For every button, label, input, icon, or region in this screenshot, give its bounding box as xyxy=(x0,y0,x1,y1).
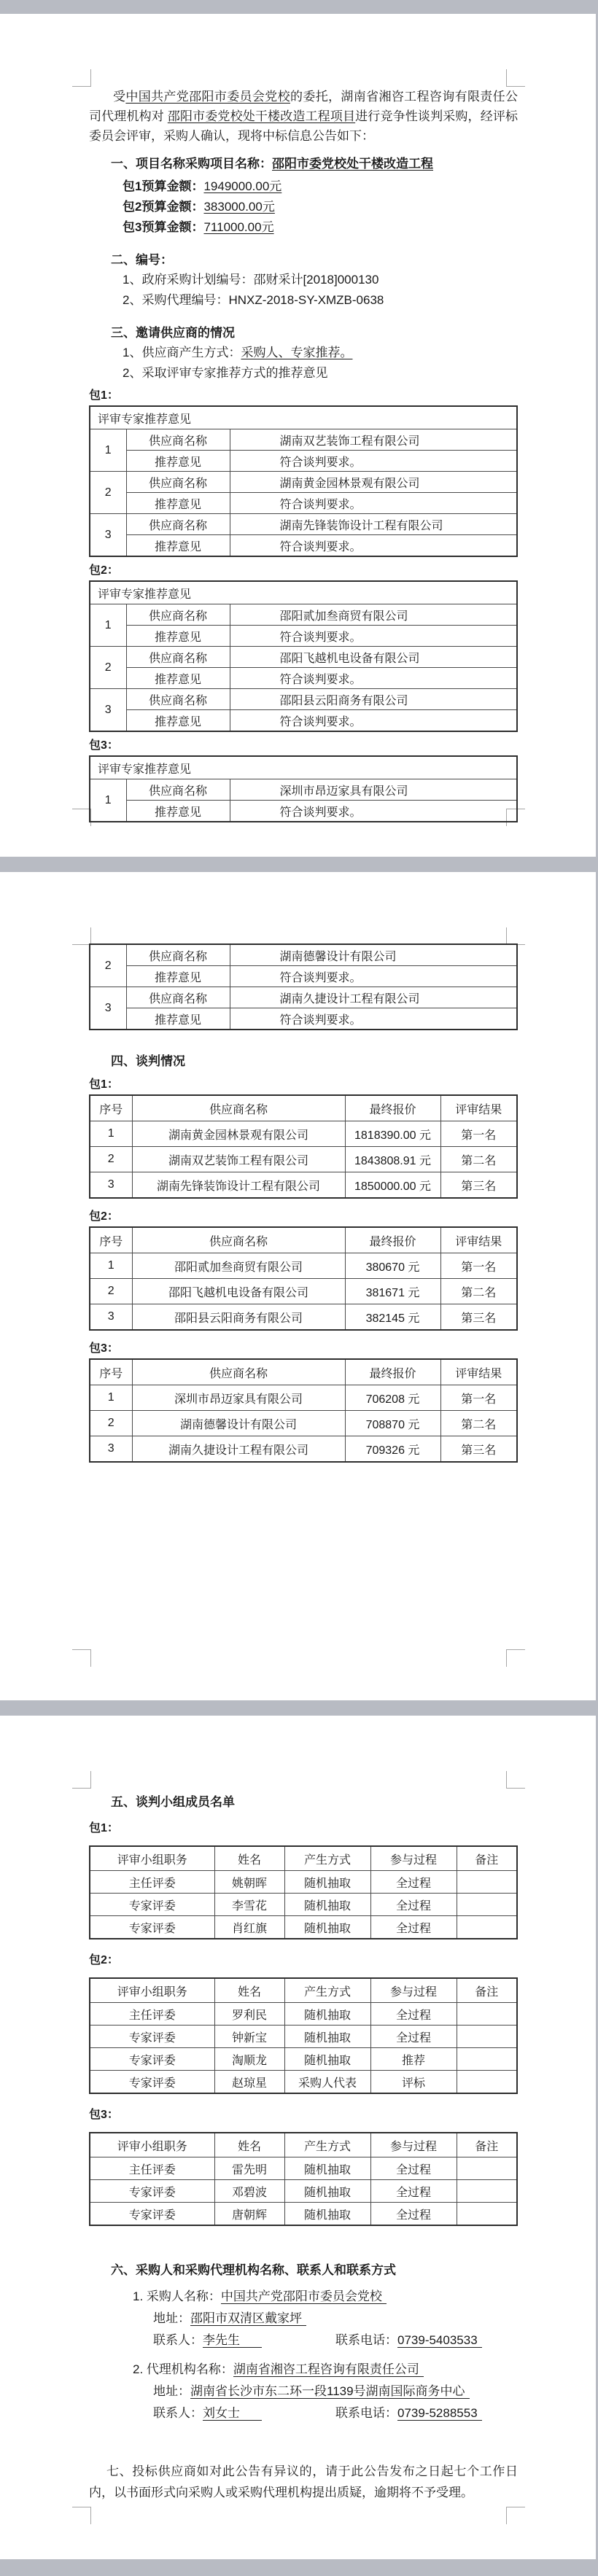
budget-value: 711000.00元 xyxy=(203,220,274,234)
selection-method: 随机抽取 xyxy=(284,1916,370,1939)
budget-line-1 xyxy=(123,176,518,197)
negotiation-table-pkg2 xyxy=(89,1226,518,1331)
panel-member-table-pkg3 xyxy=(89,2132,518,2226)
budget-label: 包3预算金额： xyxy=(123,220,204,234)
row-number: 3 xyxy=(90,514,126,557)
supplier-name: 湖南双艺装饰工程有限公司 xyxy=(230,429,517,451)
agent-name-line xyxy=(133,2359,518,2381)
opinion-value: 符合谈判要求。 xyxy=(230,801,517,822)
page-1 xyxy=(0,14,596,857)
supplier-name: 湖南先锋装饰设计工程有限公司 xyxy=(230,514,517,535)
table-header-row xyxy=(90,1227,517,1253)
section-3-heading: 三、邀请供应商的情况 xyxy=(111,326,235,340)
column-header: 参与过程 xyxy=(370,2133,457,2157)
section-6-heading: 六、采购人和采购代理机构名称、联系人和联系方式 xyxy=(111,2263,396,2277)
member-name: 雷先明 xyxy=(214,2157,284,2180)
field-label: 供应商名称 xyxy=(126,472,230,493)
expert-recommendation-table-pkg2 xyxy=(89,580,518,732)
table-row xyxy=(90,689,517,710)
review-result: 第一名 xyxy=(440,1385,517,1411)
table-row xyxy=(90,1894,517,1916)
buyer-address-line xyxy=(153,2308,518,2330)
participation: 推荐 xyxy=(370,2048,457,2071)
margin-crop-mark xyxy=(506,1649,525,1667)
contact-label: 联系人： xyxy=(153,2333,203,2347)
member-name: 李雪花 xyxy=(214,1894,284,1916)
table-row xyxy=(90,514,517,535)
field-label: 推荐意见 xyxy=(126,626,230,647)
selection-method: 随机抽取 xyxy=(284,2003,370,2026)
table-row xyxy=(90,451,517,472)
intro-paragraph xyxy=(89,87,518,146)
negotiation-table-pkg3 xyxy=(89,1358,518,1463)
field-label: 供应商名称 xyxy=(126,604,230,626)
column-header: 评审结果 xyxy=(440,1227,517,1253)
table-row xyxy=(90,1436,517,1463)
buyer-phone-value: 0739-5403533 xyxy=(397,2333,482,2348)
supplier-name: 湖南久捷设计工程有限公司 xyxy=(132,1436,345,1463)
table-row xyxy=(90,1304,517,1331)
member-role: 主任评委 xyxy=(90,1871,214,1894)
column-header: 供应商名称 xyxy=(132,1095,345,1121)
table-row xyxy=(90,779,517,801)
row-number: 3 xyxy=(90,1436,132,1463)
supplier-name: 湖南双艺装饰工程有限公司 xyxy=(132,1147,345,1172)
panel-member-table-pkg2 xyxy=(89,1977,518,2094)
address-label: 地址： xyxy=(153,2384,190,2398)
column-header: 产生方式 xyxy=(284,1846,370,1871)
supplier-name: 邵阳县云阳商务有限公司 xyxy=(230,689,517,710)
member-role: 主任评委 xyxy=(90,2003,214,2026)
participation: 全过程 xyxy=(370,1871,457,1894)
section-5-heading: 五、谈判小组成员名单 xyxy=(111,1795,235,1809)
column-header: 姓名 xyxy=(214,1978,284,2003)
column-header: 评审结果 xyxy=(440,1359,517,1385)
table-header-row xyxy=(90,1095,517,1121)
column-header: 最终报价 xyxy=(345,1227,440,1253)
budget-value: 383000.00元 xyxy=(203,200,275,214)
column-header: 评审小组职务 xyxy=(90,1846,214,1871)
selection-method: 随机抽取 xyxy=(284,2180,370,2203)
field-label: 推荐意见 xyxy=(126,535,230,557)
package-1-label: 包1： xyxy=(89,389,119,402)
row-number: 2 xyxy=(90,1147,132,1172)
column-header: 参与过程 xyxy=(370,1978,457,2003)
selection-method: 随机抽取 xyxy=(284,1894,370,1916)
column-header: 备注 xyxy=(457,1978,517,2003)
member-role: 专家评委 xyxy=(90,1916,214,1939)
field-label: 供应商名称 xyxy=(126,779,230,801)
table-row xyxy=(90,2180,517,2203)
table-header-row xyxy=(90,1846,517,1871)
supplier-name: 湖南久捷设计工程有限公司 xyxy=(230,987,517,1008)
review-result: 第一名 xyxy=(440,1253,517,1279)
agent-contact-value: 刘女士 xyxy=(203,2406,262,2421)
member-role: 专家评委 xyxy=(90,2071,214,2094)
buyer-contact-value: 李先生 xyxy=(203,2333,262,2348)
package-3-label: 包3： xyxy=(89,2109,119,2121)
opinion-value: 符合谈判要求。 xyxy=(230,493,517,514)
opinion-value: 符合谈判要求。 xyxy=(230,668,517,689)
note xyxy=(457,2180,517,2203)
selection-method: 随机抽取 xyxy=(284,1871,370,1894)
selection-method: 随机抽取 xyxy=(284,2048,370,2071)
column-header: 序号 xyxy=(90,1095,132,1121)
selection-method: 采购人代表 xyxy=(284,2071,370,2094)
review-result: 第三名 xyxy=(440,1172,517,1199)
field-label: 供应商名称 xyxy=(126,987,230,1008)
contact-pair xyxy=(153,2402,335,2424)
table-title: 评审专家推荐意见 xyxy=(90,756,517,779)
phone-label: 联系电话： xyxy=(335,2406,397,2420)
opinion-value: 符合谈判要求。 xyxy=(230,1008,517,1030)
supplier-name: 邵阳飞越机电设备有限公司 xyxy=(132,1279,345,1304)
package-2-label: 包2： xyxy=(89,1954,119,1966)
note xyxy=(457,2071,517,2094)
contact-pair xyxy=(153,2330,335,2351)
note xyxy=(457,1871,517,1894)
negotiation-table-pkg1 xyxy=(89,1094,518,1199)
opinion-value: 符合谈判要求。 xyxy=(230,966,517,987)
participation: 全过程 xyxy=(370,2180,457,2203)
buyer-name-line xyxy=(133,2286,518,2308)
supplier-name: 邵阳贰加叁商贸有限公司 xyxy=(230,604,517,626)
row-number: 1 xyxy=(90,429,126,472)
field-label: 供应商名称 xyxy=(126,689,230,710)
expert-recommendation-table-pkg3-continued xyxy=(89,943,518,1030)
supplier-name: 深圳市昂迈家具有限公司 xyxy=(230,779,517,801)
participation: 全过程 xyxy=(370,2003,457,2026)
table-row xyxy=(90,1385,517,1411)
field-label: 供应商名称 xyxy=(126,647,230,668)
row-number: 2 xyxy=(90,647,126,689)
member-role: 主任评委 xyxy=(90,2157,214,2180)
note xyxy=(457,2203,517,2226)
budget-label: 包1预算金额： xyxy=(123,179,204,193)
section-2-heading: 二、编号： xyxy=(111,253,173,267)
review-result: 第三名 xyxy=(440,1436,517,1463)
table-row xyxy=(90,2026,517,2048)
note xyxy=(457,2048,517,2071)
field-label: 供应商名称 xyxy=(126,514,230,535)
table-row xyxy=(90,966,517,987)
table-row xyxy=(90,1147,517,1172)
column-header: 备注 xyxy=(457,1846,517,1871)
column-header: 最终报价 xyxy=(345,1359,440,1385)
field-label: 推荐意见 xyxy=(126,801,230,822)
selection-method: 随机抽取 xyxy=(284,2157,370,2180)
package-2-label: 包2： xyxy=(89,564,119,577)
table-row xyxy=(90,626,517,647)
table-row xyxy=(90,1279,517,1304)
agent-name-label: 2. 代理机构名称： xyxy=(133,2362,233,2376)
section-7-paragraph: 七、投标供应商如对此公告有异议的，请于此公告发布之日起七个工作日内，以书面形式向采购人或采购代理机构提出质疑，逾期将不予受理。 xyxy=(89,2464,518,2499)
package-1-label: 包1： xyxy=(89,1078,119,1091)
member-role: 专家评委 xyxy=(90,2026,214,2048)
member-role: 专家评委 xyxy=(90,2180,214,2203)
table-row xyxy=(90,944,517,966)
table-row xyxy=(90,2157,517,2180)
selection-method: 随机抽取 xyxy=(284,2026,370,2048)
agent-name-value: 湖南省湘咨工程咨询有限责任公司 xyxy=(233,2362,424,2377)
final-price: 706208 元 xyxy=(345,1385,440,1411)
page-2 xyxy=(0,872,596,1700)
row-number: 1 xyxy=(90,1121,132,1147)
table-row xyxy=(90,710,517,732)
supplier-name: 湖南德馨设计有限公司 xyxy=(230,944,517,966)
contact-label: 联系人： xyxy=(153,2406,203,2420)
page-3 xyxy=(0,1716,596,2559)
supplier-name: 深圳市昂迈家具有限公司 xyxy=(132,1385,345,1411)
row-number: 2 xyxy=(90,944,126,987)
margin-crop-mark xyxy=(72,1649,91,1667)
final-price: 1850000.00 元 xyxy=(345,1172,440,1199)
opinion-value: 符合谈判要求。 xyxy=(230,626,517,647)
participation: 全过程 xyxy=(370,2026,457,2048)
field-label: 推荐意见 xyxy=(126,1008,230,1030)
table-row xyxy=(90,429,517,451)
supplier-name: 邵阳贰加叁商贸有限公司 xyxy=(132,1253,345,1279)
agent-phone-value: 0739-5288553 xyxy=(397,2406,482,2421)
column-header: 产生方式 xyxy=(284,2133,370,2157)
review-result: 第三名 xyxy=(440,1304,517,1331)
table-row xyxy=(90,1008,517,1030)
agent-address-value: 湖南省长沙市东二环一段1139号湖南国际商务中心 xyxy=(190,2384,470,2399)
supplier-name: 邵阳县云阳商务有限公司 xyxy=(132,1304,345,1331)
field-label: 供应商名称 xyxy=(126,429,230,451)
budget-line-2 xyxy=(123,197,518,217)
agency-number-line: 2、采购代理编号：HNXZ-2018-SY-XMZB-0638 xyxy=(123,293,384,307)
final-price: 708870 元 xyxy=(345,1411,440,1436)
row-number: 2 xyxy=(90,1411,132,1436)
note xyxy=(457,1894,517,1916)
supplier-source-value: 采购人、专家推荐。 xyxy=(241,346,353,359)
intro-text: 进行竞争性谈判采购，经评标委员会评审，采购人确认，现将中标信息公告如下： xyxy=(89,109,518,143)
section-4-heading: 四、谈判情况 xyxy=(111,1054,185,1068)
buyer-name-value: 中国共产党邵阳市委员会党校 xyxy=(221,2289,387,2304)
supplier-name: 湖南德馨设计有限公司 xyxy=(132,1411,345,1436)
row-number: 1 xyxy=(90,1385,132,1411)
column-header: 姓名 xyxy=(214,2133,284,2157)
budget-block xyxy=(89,176,518,238)
intro-text: 的委托，湖南省湘咨工程咨询有限责任公司代理机构对 xyxy=(89,90,519,123)
supplier-name: 湖南黄金园林景观有限公司 xyxy=(230,472,517,493)
column-header: 序号 xyxy=(90,1227,132,1253)
member-role: 专家评委 xyxy=(90,1894,214,1916)
table-header-row xyxy=(90,1978,517,2003)
phone-pair xyxy=(335,2402,482,2424)
column-header: 备注 xyxy=(457,2133,517,2157)
supplier-name: 湖南黄金园林景观有限公司 xyxy=(132,1121,345,1147)
participation: 全过程 xyxy=(370,1916,457,1939)
expert-recommendation-table-pkg3 xyxy=(89,755,518,822)
field-label: 推荐意见 xyxy=(126,710,230,732)
participation: 全过程 xyxy=(370,1894,457,1916)
field-label: 推荐意见 xyxy=(126,966,230,987)
table-row xyxy=(90,493,517,514)
member-name: 赵琼星 xyxy=(214,2071,284,2094)
final-price: 382145 元 xyxy=(345,1304,440,1331)
field-label: 推荐意见 xyxy=(126,451,230,472)
plan-number-line: 1、政府采购计划编号：邵财采计[2018]000130 xyxy=(123,273,379,287)
panel-member-table-pkg1 xyxy=(89,1845,518,1939)
column-header: 姓名 xyxy=(214,1846,284,1871)
table-title: 评审专家推荐意见 xyxy=(90,581,517,604)
participation: 评标 xyxy=(370,2071,457,2094)
agent-address-line xyxy=(153,2381,518,2402)
final-price: 1843808.91 元 xyxy=(345,1147,440,1172)
table-row xyxy=(90,668,517,689)
column-header: 供应商名称 xyxy=(132,1227,345,1253)
column-header: 参与过程 xyxy=(370,1846,457,1871)
column-header: 评审结果 xyxy=(440,1095,517,1121)
budget-line-3 xyxy=(123,217,518,238)
table-row xyxy=(90,1172,517,1199)
table-row xyxy=(90,1871,517,1894)
final-price: 380670 元 xyxy=(345,1253,440,1279)
table-header-row xyxy=(90,1359,517,1385)
field-label: 供应商名称 xyxy=(126,944,230,966)
buyer-contact-line xyxy=(153,2330,518,2351)
table-row xyxy=(90,1121,517,1147)
table-row xyxy=(90,647,517,668)
package-3-label: 包3： xyxy=(89,1342,119,1355)
column-header: 评审小组职务 xyxy=(90,2133,214,2157)
buyer-name-label: 1. 采购人名称： xyxy=(133,2289,221,2303)
supplier-source-line xyxy=(123,343,518,363)
table-row xyxy=(90,535,517,557)
package-2-label: 包2： xyxy=(89,1210,119,1223)
section-1-label: 一、项目名称采购项目名称： xyxy=(111,157,272,171)
table-row xyxy=(90,472,517,493)
package-1-label: 包1： xyxy=(89,1822,119,1834)
row-number: 3 xyxy=(90,987,126,1030)
agent-contact-line xyxy=(153,2402,518,2424)
table-title-row xyxy=(90,756,517,779)
row-number: 1 xyxy=(90,779,126,822)
field-label: 推荐意见 xyxy=(126,668,230,689)
field-label: 推荐意见 xyxy=(126,493,230,514)
section-1-project-name: 邵阳市委党校处干楼改造工程 xyxy=(272,157,433,171)
member-name: 罗利民 xyxy=(214,2003,284,2026)
row-number: 3 xyxy=(90,1172,132,1199)
review-result: 第二名 xyxy=(440,1279,517,1304)
row-number: 3 xyxy=(90,1304,132,1331)
table-row xyxy=(90,604,517,626)
buyer-address-value: 邵阳市双清区戴家坪 xyxy=(190,2311,306,2326)
table-title-row xyxy=(90,581,517,604)
intro-text: 受 xyxy=(113,90,126,104)
package-3-label: 包3： xyxy=(89,739,119,752)
selection-method: 随机抽取 xyxy=(284,2203,370,2226)
member-name: 钟新宝 xyxy=(214,2026,284,2048)
member-role: 专家评委 xyxy=(90,2048,214,2071)
table-row xyxy=(90,2048,517,2071)
column-header: 评审小组职务 xyxy=(90,1978,214,2003)
note xyxy=(457,2026,517,2048)
section-1-heading xyxy=(111,155,518,174)
member-name: 唐朝辉 xyxy=(214,2203,284,2226)
row-number: 1 xyxy=(90,1253,132,1279)
table-row xyxy=(90,2071,517,2094)
address-label: 地址： xyxy=(153,2311,190,2325)
table-row xyxy=(90,1253,517,1279)
review-result: 第二名 xyxy=(440,1147,517,1172)
member-name: 淘顺龙 xyxy=(214,2048,284,2071)
note xyxy=(457,2157,517,2180)
member-name: 邓碧波 xyxy=(214,2180,284,2203)
final-price: 381671 元 xyxy=(345,1279,440,1304)
review-result: 第一名 xyxy=(440,1121,517,1147)
table-row xyxy=(90,2003,517,2026)
final-price: 709326 元 xyxy=(345,1436,440,1463)
recommendation-note-line: 2、采取评审专家推荐方式的推荐意见 xyxy=(123,366,328,380)
note xyxy=(457,1916,517,1939)
budget-label: 包2预算金额： xyxy=(123,200,204,214)
opinion-value: 符合谈判要求。 xyxy=(230,710,517,732)
row-number: 2 xyxy=(90,1279,132,1304)
supplier-source-label: 1、供应商产生方式： xyxy=(123,346,241,359)
table-header-row xyxy=(90,2133,517,2157)
table-title-row xyxy=(90,406,517,429)
opinion-value: 符合谈判要求。 xyxy=(230,451,517,472)
table-title: 评审专家推荐意见 xyxy=(90,406,517,429)
supplier-name: 邵阳飞越机电设备有限公司 xyxy=(230,647,517,668)
column-header: 最终报价 xyxy=(345,1095,440,1121)
review-result: 第二名 xyxy=(440,1411,517,1436)
budget-value: 1949000.00元 xyxy=(203,179,282,193)
member-name: 姚朝晖 xyxy=(214,1871,284,1894)
member-name: 肖红旗 xyxy=(214,1916,284,1939)
row-number: 2 xyxy=(90,472,126,514)
phone-label: 联系电话： xyxy=(335,2333,397,2347)
participation: 全过程 xyxy=(370,2203,457,2226)
note xyxy=(457,2003,517,2026)
project-name-underlined: 邵阳市委党校处干楼改造工程项目 xyxy=(167,109,356,123)
opinion-value: 符合谈判要求。 xyxy=(230,535,517,557)
table-row xyxy=(90,987,517,1008)
column-header: 序号 xyxy=(90,1359,132,1385)
table-row xyxy=(90,801,517,822)
table-row xyxy=(90,2203,517,2226)
buyer-name-underlined: 中国共产党邵阳市委员会党校 xyxy=(125,90,290,104)
expert-recommendation-table-pkg1 xyxy=(89,405,518,557)
column-header: 供应商名称 xyxy=(132,1359,345,1385)
final-price: 1818390.00 元 xyxy=(345,1121,440,1147)
phone-pair xyxy=(335,2330,482,2351)
member-role: 专家评委 xyxy=(90,2203,214,2226)
row-number: 1 xyxy=(90,604,126,647)
row-number: 3 xyxy=(90,689,126,732)
column-header: 产生方式 xyxy=(284,1978,370,2003)
participation: 全过程 xyxy=(370,2157,457,2180)
supplier-name: 湖南先锋装饰设计工程有限公司 xyxy=(132,1172,345,1199)
table-row xyxy=(90,1411,517,1436)
table-row xyxy=(90,1916,517,1939)
